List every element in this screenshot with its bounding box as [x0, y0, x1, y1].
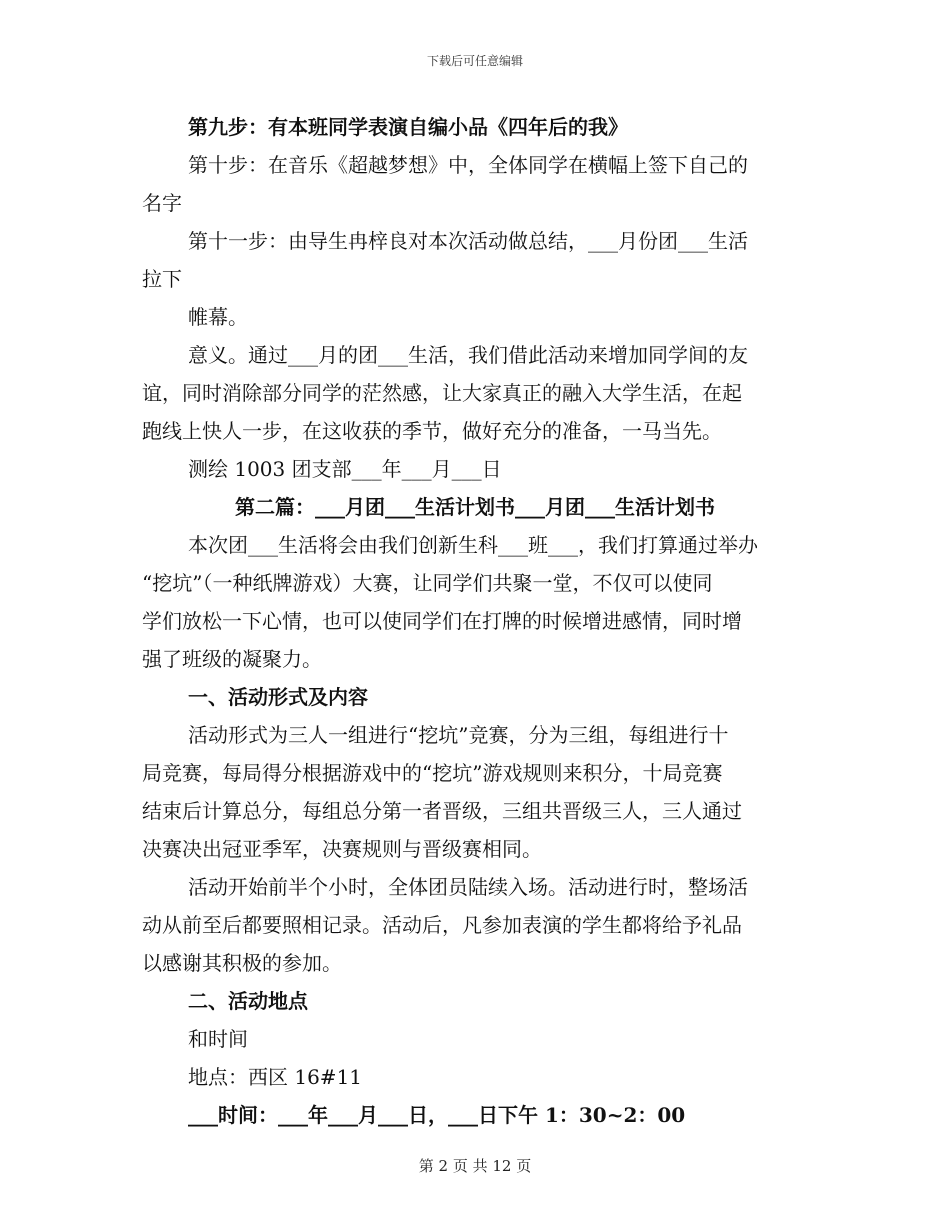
meaning-paragraph-2: 谊，同时消除部分同学的茫然感，让大家真正的融入大学生活，在起 [142, 381, 742, 405]
process-paragraph-2: 动从前至后都要照相记录。活动后，凡参加表演的学生都将给予礼品 [142, 913, 742, 937]
step-11-cont: 拉下 [142, 267, 182, 291]
form-paragraph: 活动形式为三人一组进行“挖坑”竞赛，分为三组，每组进行十 [188, 723, 729, 747]
section-title: 第二篇：___月团___生活计划书___月团___生活计划书 [235, 495, 715, 519]
page-header: 下载后可任意编辑 [426, 54, 523, 68]
process-paragraph: 活动开始前半个小时，全体团员陆续入场。活动进行时，整场活 [188, 875, 748, 899]
intro-paragraph: 本次团___生活将会由我们创新生科___班___，我们打算通过举办 [188, 533, 758, 557]
step-10-cont: 名字 [142, 191, 182, 215]
heading-location: 二、活动地点 [188, 989, 308, 1013]
step-11-end: 帷幕。 [188, 305, 248, 329]
form-paragraph-4: 决赛决出冠亚季军，决赛规则与晋级赛相同。 [142, 837, 542, 861]
heading-activity-form: 一、活动形式及内容 [188, 685, 368, 709]
document-body [142, 108, 808, 1134]
process-paragraph-3: 以感谢其积极的参加。 [142, 951, 342, 975]
time-line: ___时间：___年___月___日，___日下午 1：30~2：00 [188, 1103, 686, 1127]
form-paragraph-2: 局竞赛，每局得分根据游戏中的“挖坑”游戏规则来积分，十局竞赛 [142, 761, 723, 785]
signature-line: 测绘 1003 团支部___年___月___日 [188, 457, 502, 481]
meaning-paragraph-3: 跑线上快人一步，在这收获的季节，做好充分的准备，一马当先。 [142, 419, 722, 443]
meaning-paragraph: 意义。通过___月的团___生活，我们借此活动来增加同学间的友 [188, 343, 748, 367]
step-11: 第十一步：由导生冉梓良对本次活动做总结，___月份团___生活 [188, 229, 748, 253]
step-9: 第九步：有本班同学表演自编小品《四年后的我》 [188, 115, 628, 139]
intro-paragraph-2: “挖坑”（一种纸牌游戏）大赛，让同学们共聚一堂，不仅可以使同 [142, 571, 713, 595]
location-line: 地点：西区 16#11 [188, 1065, 363, 1089]
page-footer: 第 2 页 共 12 页 [418, 1157, 532, 1175]
form-paragraph-3: 结束后计算总分，每组总分第一者晋级，三组共晋级三人，三人通过 [142, 799, 742, 823]
intro-paragraph-3: 学们放松一下心情，也可以使同学们在打牌的时候增进感情，同时增 [142, 609, 742, 633]
intro-paragraph-4: 强了班级的凝聚力。 [142, 647, 322, 671]
location-cont: 和时间 [188, 1027, 248, 1051]
step-10: 第十步：在音乐《超越梦想》中，全体同学在横幅上签下自己的 [188, 153, 748, 177]
